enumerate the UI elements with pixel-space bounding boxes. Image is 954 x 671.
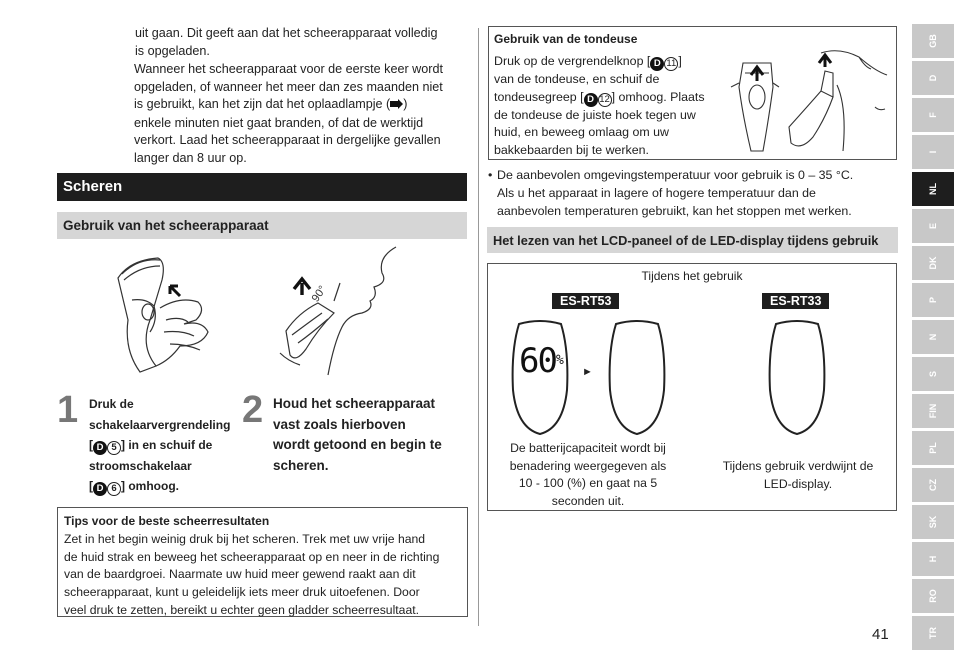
column-divider — [478, 28, 479, 626]
language-tab-gb[interactable]: GB — [912, 24, 954, 58]
tips-title: Tips voor de beste scheerresultaten — [64, 514, 270, 528]
temperature-note: • De aanbevolen omgevingstemperatuur voor gebruik is 0 – 35 °C. Als u het apparaat in lagere of hogere temperatuur dan de aanbevolen temperaturen gebruikt, kan het stoppen met werken. — [488, 168, 854, 218]
step-1-text: Druk de schakelaarvergrendeling [ D 5 ] in en schuif de stroomschakelaar [ D 6 ] omhoog. — [89, 397, 231, 494]
language-tab-d[interactable]: D — [912, 61, 954, 95]
tips-box: Tips voor de beste scheerresultaten Zet in het begin weinig druk bij het scheren. Trek met uw vrije hand de huid strak en beweeg het scheerapparaat op en neer in de richting van de baardgroei. Naarmate uw huid meer gewend raakt aan dit scheerapparaat, kunt u geleidelijk iets meer druk uitoefenen. Door veel druk te zetten, bereikt u echter geen gladder scheerresultaat. — [57, 507, 468, 617]
paragraph-line: verkort. Laad het scheerapparaat in dergelijke gevallen — [134, 133, 441, 148]
language-tab-n[interactable]: N — [912, 320, 954, 354]
ref-number: 12 — [599, 93, 610, 105]
trimmer-illustration — [729, 47, 894, 155]
intro-paragraph — [135, 25, 465, 60]
trimmer-text: Gebruik van de tondeuse Druk op de vergrendelknop [ D 11 ] van de tondeuse, en schuif de tondeusegreep [ D 12 ] omhoog. Plaats de tondeuse de juiste hoek tegen uw huid, en beweeg omlaag om uw bakkebaarden bij te werken. — [494, 31, 724, 160]
language-tab-nl[interactable]: NL — [912, 172, 954, 206]
transition-arrow-icon: ► — [582, 366, 593, 378]
led-display — [766, 320, 828, 438]
figure-d-badge: D — [584, 93, 598, 107]
page-number: 41 — [872, 626, 889, 643]
model-label-es-rt33: ES-RT33 — [762, 293, 829, 309]
language-tab-f[interactable]: F — [912, 98, 954, 132]
charging-lamp-icon — [390, 97, 403, 115]
shaving-position-illustration — [278, 243, 428, 378]
lcd-display-off — [606, 320, 668, 438]
bullet-mark: • — [488, 168, 493, 182]
display-header: Tijdens het gebruik — [641, 269, 743, 283]
paragraph-line: opgeladen, of wanneer het meer dan zes maanden niet — [134, 79, 443, 94]
language-tab-s[interactable]: S — [912, 357, 954, 391]
figure-d-badge: D — [650, 57, 664, 71]
figure-d-badge: D — [93, 482, 107, 496]
model-label-es-rt53: ES-RT53 — [552, 293, 619, 309]
section-title-scheren: Scheren — [57, 173, 467, 201]
lcd-value: 60% — [519, 341, 564, 381]
figure-d-badge: D — [93, 441, 107, 455]
paragraph-line: langer dan 8 uur op. — [134, 150, 247, 165]
intro-line: is opgeladen. — [135, 43, 210, 58]
angle-label: 90° — [309, 283, 329, 305]
trimmer-box — [488, 26, 897, 160]
caption-es-rt33: Tijdens gebruik verdwijnt de LED-display. — [722, 459, 874, 491]
caption-es-rt53: De batterijcapaciteit wordt bij benadering weergegeven als 10 - 100 (%) en gaat na 5 seconden uit. — [509, 441, 667, 508]
ref-number: 5 — [107, 441, 121, 455]
step-2-text: Houd het scheerapparaat vast zoals hierboven wordt getoond en begin te scheren. — [273, 396, 442, 473]
language-tab-i[interactable]: I — [912, 135, 954, 169]
language-tab-cz[interactable]: CZ — [912, 468, 954, 502]
language-tab-p[interactable]: P — [912, 283, 954, 317]
trimmer-title: Gebruik van de tondeuse — [494, 32, 638, 46]
language-tab-h[interactable]: H — [912, 542, 954, 576]
step-number-1: 1 — [57, 389, 79, 431]
ref-number: 11 — [664, 57, 678, 71]
paragraph-line: is gebruikt, kan het zijn dat het oplaadlampje ( ) — [134, 96, 469, 115]
language-tab-fin[interactable]: FIN — [912, 394, 954, 428]
paragraph-line: Wanneer het scheerapparaat voor de eerste keer wordt — [134, 62, 443, 76]
language-tab-dk[interactable]: DK — [912, 246, 954, 280]
first-charge-paragraph — [134, 61, 469, 168]
language-tab-e[interactable]: E — [912, 209, 954, 243]
language-tab-tr[interactable]: TR — [912, 616, 954, 650]
ref-number: 6 — [107, 482, 121, 496]
shaver-switch-illustration — [110, 250, 230, 375]
step-number-2: 2 — [242, 389, 264, 431]
language-tab-ro[interactable]: RO — [912, 579, 954, 613]
language-tab-pl[interactable]: PL — [912, 431, 954, 465]
display-panel — [487, 263, 897, 511]
language-tab-sk[interactable]: SK — [912, 505, 954, 539]
lcd-display-on — [509, 320, 571, 438]
lcd-section-title: Het lezen van het LCD-paneel of de LED-display tijdens gebruik — [487, 227, 898, 253]
intro-line: uit gaan. Dit geeft aan dat het scheerapparaat volledig — [135, 26, 438, 40]
subsection-title: Gebruik van het scheerapparaat — [57, 212, 467, 239]
paragraph-line: enkele minuten niet gaat branden, of dat de werktijd — [134, 115, 424, 130]
